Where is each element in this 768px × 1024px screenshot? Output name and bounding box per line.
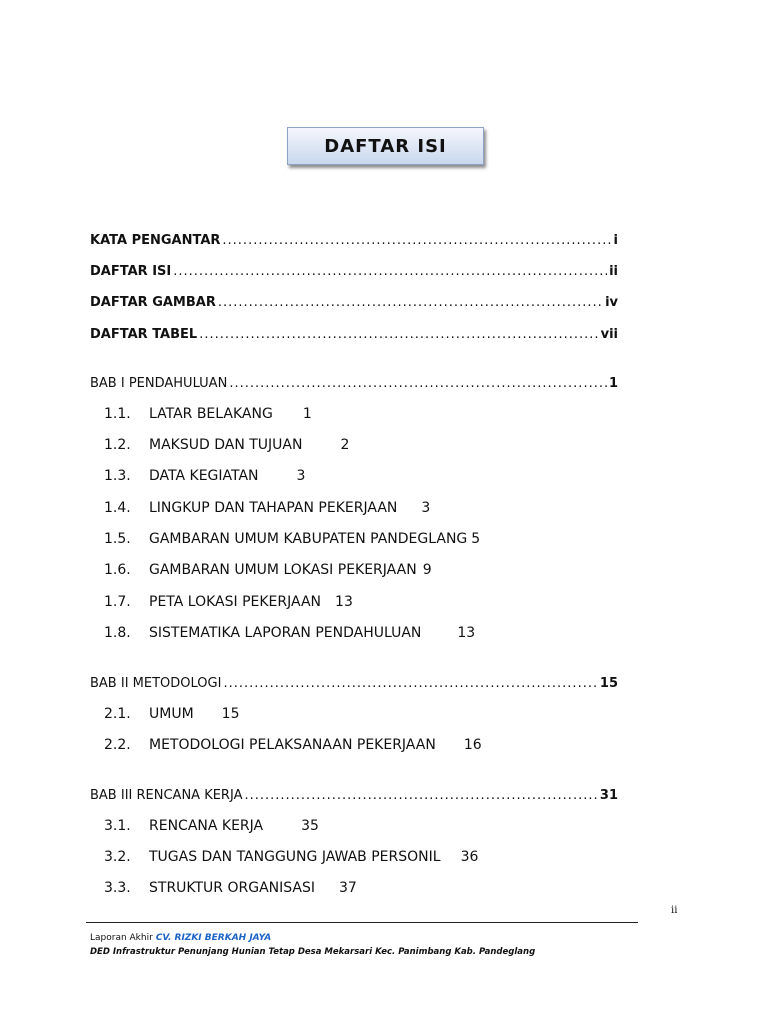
subentry-page: 3 — [296, 468, 306, 484]
toc-entry-daftar-tabel[interactable] — [90, 327, 618, 342]
toc-subentry[interactable] — [104, 562, 432, 578]
subentry-label: PETA LOKASI PEKERJAAN — [149, 594, 322, 610]
page-number: ii — [671, 905, 678, 916]
toc-subentry[interactable] — [104, 500, 430, 516]
toc-entry-kata-pengantar[interactable] — [90, 233, 618, 248]
toc-subentry[interactable] — [104, 437, 349, 453]
subentry-page: 36 — [460, 849, 479, 865]
subentry-number: 1.6. — [104, 562, 131, 578]
subentry-page: 1 — [302, 406, 312, 422]
toc-entry-page: vii — [600, 327, 618, 342]
leader-dots — [222, 233, 611, 248]
footer-report-line — [90, 933, 271, 943]
toc-subentry[interactable] — [104, 531, 480, 547]
subentry-label: TUGAS DAN TANGGUNG JAWAB PERSONIL — [149, 849, 441, 865]
subentry-label: STRUKTUR ORGANISASI — [149, 880, 315, 896]
subentry-number: 1.7. — [104, 594, 131, 610]
subentry-label: UMUM — [149, 706, 194, 722]
toc-entry-page: ii — [609, 264, 618, 279]
subentry-label: LINGKUP DAN TAHAPAN PEKERJAAN — [149, 500, 398, 516]
toc-entry-label: KATA PENGANTAR — [90, 233, 221, 248]
subentry-label: GAMBARAN UMUM KABUPATEN PANDEGLANG — [149, 531, 468, 547]
toc-subentry[interactable] — [104, 880, 357, 896]
toc-subentry[interactable] — [104, 706, 239, 722]
subentry-label: LATAR BELAKANG — [149, 406, 273, 422]
toc-entry-daftar-gambar[interactable] — [90, 295, 618, 310]
toc-subentry[interactable] — [104, 594, 353, 610]
footer-prefix: Laporan Akhir — [90, 933, 153, 943]
toc-chapter-label: BAB I PENDAHULUAN — [90, 376, 228, 391]
subentry-label: MAKSUD DAN TUJUAN — [149, 437, 303, 453]
toc-chapter-label: BAB II METODOLOGI — [90, 676, 222, 691]
footer-project: DED Infrastruktur Penunjang Hunian Tetap Desa Mekarsari Kec. Panimbang Kab. Pandeglang — [90, 947, 536, 957]
toc-entry-page: iv — [605, 295, 618, 310]
toc-subentry[interactable] — [104, 818, 319, 834]
subentry-page: 13 — [335, 594, 353, 610]
subentry-page: 13 — [457, 625, 476, 641]
toc-entry-label: DAFTAR ISI — [90, 264, 172, 279]
toc-subentry[interactable] — [104, 737, 482, 753]
footer-company: CV. RIZKI BERKAH JAYA — [155, 933, 272, 943]
leader-dots — [199, 327, 598, 342]
subentry-label: RENCANA KERJA — [149, 818, 264, 834]
subentry-number: 2.1. — [104, 706, 131, 722]
subentry-page: 5 — [471, 531, 481, 547]
subentry-page: 15 — [221, 706, 240, 722]
subentry-number: 1.4. — [104, 500, 131, 516]
toc-subentry[interactable] — [104, 406, 312, 422]
toc-entry-page: i — [613, 233, 618, 248]
subentry-label: METODOLOGI PELAKSANAAN PEKERJAAN — [149, 737, 436, 753]
toc-entry-label: DAFTAR TABEL — [90, 327, 198, 342]
toc-chapter-bab-1[interactable] — [90, 376, 618, 391]
subentry-number: 3.3. — [104, 880, 131, 896]
toc-chapter-bab-3[interactable] — [90, 788, 618, 803]
toc-subentry[interactable] — [104, 625, 475, 641]
subentry-label: SISTEMATIKA LAPORAN PENDAHULUAN — [149, 625, 422, 641]
toc-chapter-page: 31 — [599, 788, 618, 803]
subentry-number: 2.2. — [104, 737, 131, 753]
toc-subentry[interactable] — [104, 849, 478, 865]
toc-chapter-page: 15 — [599, 676, 618, 691]
toc-entry-daftar-isi[interactable] — [90, 264, 618, 279]
leader-dots — [218, 295, 603, 310]
subentry-page: 3 — [421, 500, 431, 516]
subentry-number: 1.8. — [104, 625, 131, 641]
subentry-number: 1.2. — [104, 437, 131, 453]
leader-dots — [223, 676, 597, 691]
subentry-number: 3.2. — [104, 849, 131, 865]
subentry-page: 16 — [463, 737, 482, 753]
subentry-number: 3.1. — [104, 818, 131, 834]
leader-dots — [244, 788, 597, 803]
subentry-label: DATA KEGIATAN — [149, 468, 259, 484]
leader-dots — [229, 376, 607, 391]
subentry-page: 9 — [422, 562, 432, 578]
subentry-page: 37 — [339, 880, 357, 896]
subentry-page: 35 — [301, 818, 319, 834]
subentry-label: GAMBARAN UMUM LOKASI PEKERJAAN — [149, 562, 417, 578]
subentry-number: 1.1. — [104, 406, 131, 422]
footer-divider — [86, 922, 638, 923]
subentry-page: 2 — [340, 437, 350, 453]
toc-subentry[interactable] — [104, 468, 305, 484]
leader-dots — [173, 264, 607, 279]
toc-entry-label: DAFTAR GAMBAR — [90, 295, 216, 310]
page-title: DAFTAR ISI — [287, 127, 484, 165]
subentry-number: 1.3. — [104, 468, 131, 484]
toc-chapter-label: BAB III RENCANA KERJA — [90, 788, 243, 803]
subentry-number: 1.5. — [104, 531, 131, 547]
toc-chapter-bab-2[interactable] — [90, 676, 618, 691]
toc-chapter-page: 1 — [608, 376, 618, 391]
